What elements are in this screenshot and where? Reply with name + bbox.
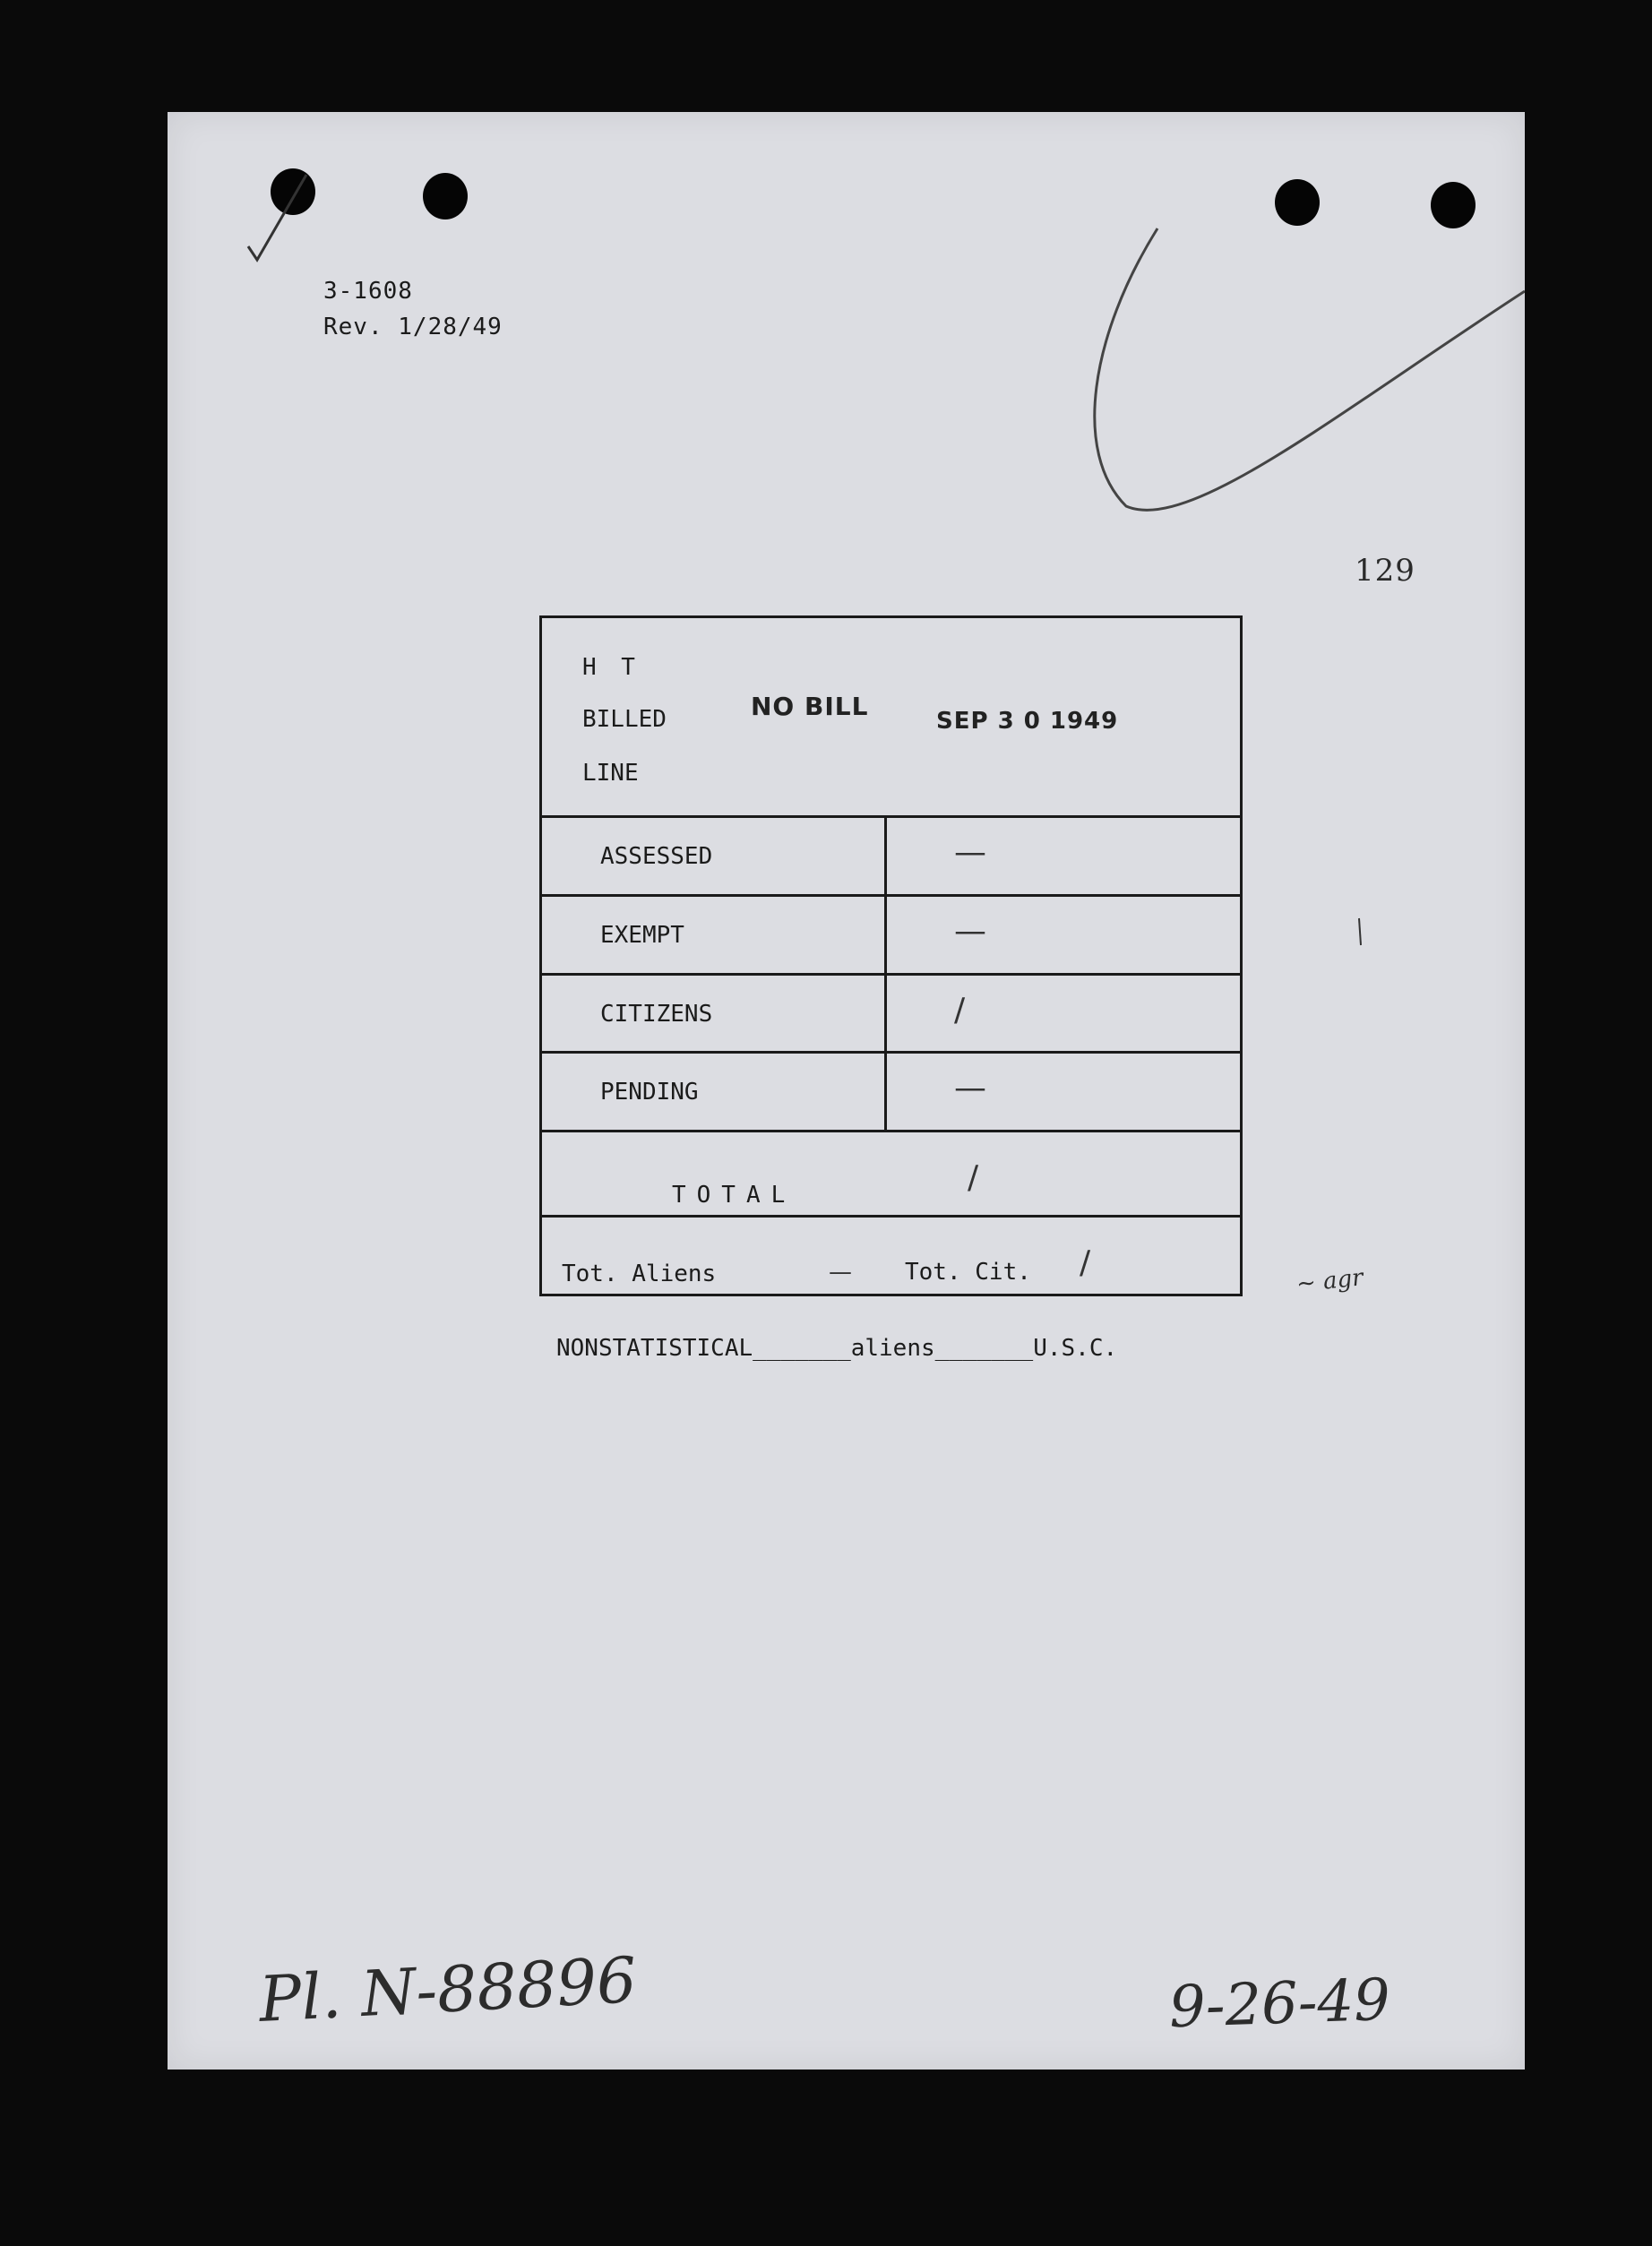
row-value: / <box>954 992 966 1028</box>
document-page <box>168 112 1525 2070</box>
form-revision: Rev. 1/28/49 <box>323 314 503 340</box>
column-divider <box>884 1054 887 1130</box>
total-row <box>542 1132 1240 1218</box>
row-label: PENDING <box>600 1079 699 1106</box>
pencil-swoosh <box>1095 228 1525 510</box>
column-divider <box>884 897 887 973</box>
handwritten-reference: Pl. N-88896 <box>257 1943 639 2036</box>
page-number: 129 <box>1355 553 1415 589</box>
totals-line <box>542 1218 1240 1296</box>
total-aliens-label: Tot. Aliens <box>562 1261 717 1287</box>
ht-label: H T <box>582 654 641 681</box>
billed-label: BILLED <box>582 706 667 733</box>
handwritten-date: 9-26-49 <box>1167 1966 1392 2042</box>
table-row <box>542 1054 1240 1132</box>
total-citizens-label: Tot. Cit. <box>905 1259 1031 1286</box>
date-stamp: SEP 3 0 1949 <box>936 708 1119 735</box>
column-divider <box>884 976 887 1051</box>
row-label: EXEMPT <box>600 922 684 949</box>
check-mark-icon <box>248 175 306 260</box>
total-value: / <box>968 1159 979 1196</box>
billing-header <box>542 618 1240 818</box>
line-label: LINE <box>582 760 639 787</box>
form-code-block <box>323 273 503 345</box>
total-aliens-value: — <box>829 1259 852 1286</box>
handwritten-side-note: ~ agr <box>1295 1264 1364 1298</box>
nonstatistical-line: NONSTATISTICAL_______aliens_______U.S.C. <box>556 1335 1118 1362</box>
tally-box <box>539 615 1243 1296</box>
row-value: — <box>954 913 986 950</box>
table-row <box>542 976 1240 1054</box>
no-bill-stamp: NO BILL <box>751 692 869 721</box>
column-divider <box>884 818 887 894</box>
total-label: TOTAL <box>672 1182 796 1209</box>
pencil-tick <box>1359 918 1361 945</box>
form-code: 3-1608 <box>323 278 413 305</box>
row-label: ASSESSED <box>600 843 713 870</box>
row-value: — <box>954 1070 986 1106</box>
table-row <box>542 818 1240 897</box>
row-label: CITIZENS <box>600 1001 713 1028</box>
table-row <box>542 897 1240 976</box>
row-value: — <box>954 834 986 871</box>
total-citizens-value: / <box>1080 1244 1091 1281</box>
